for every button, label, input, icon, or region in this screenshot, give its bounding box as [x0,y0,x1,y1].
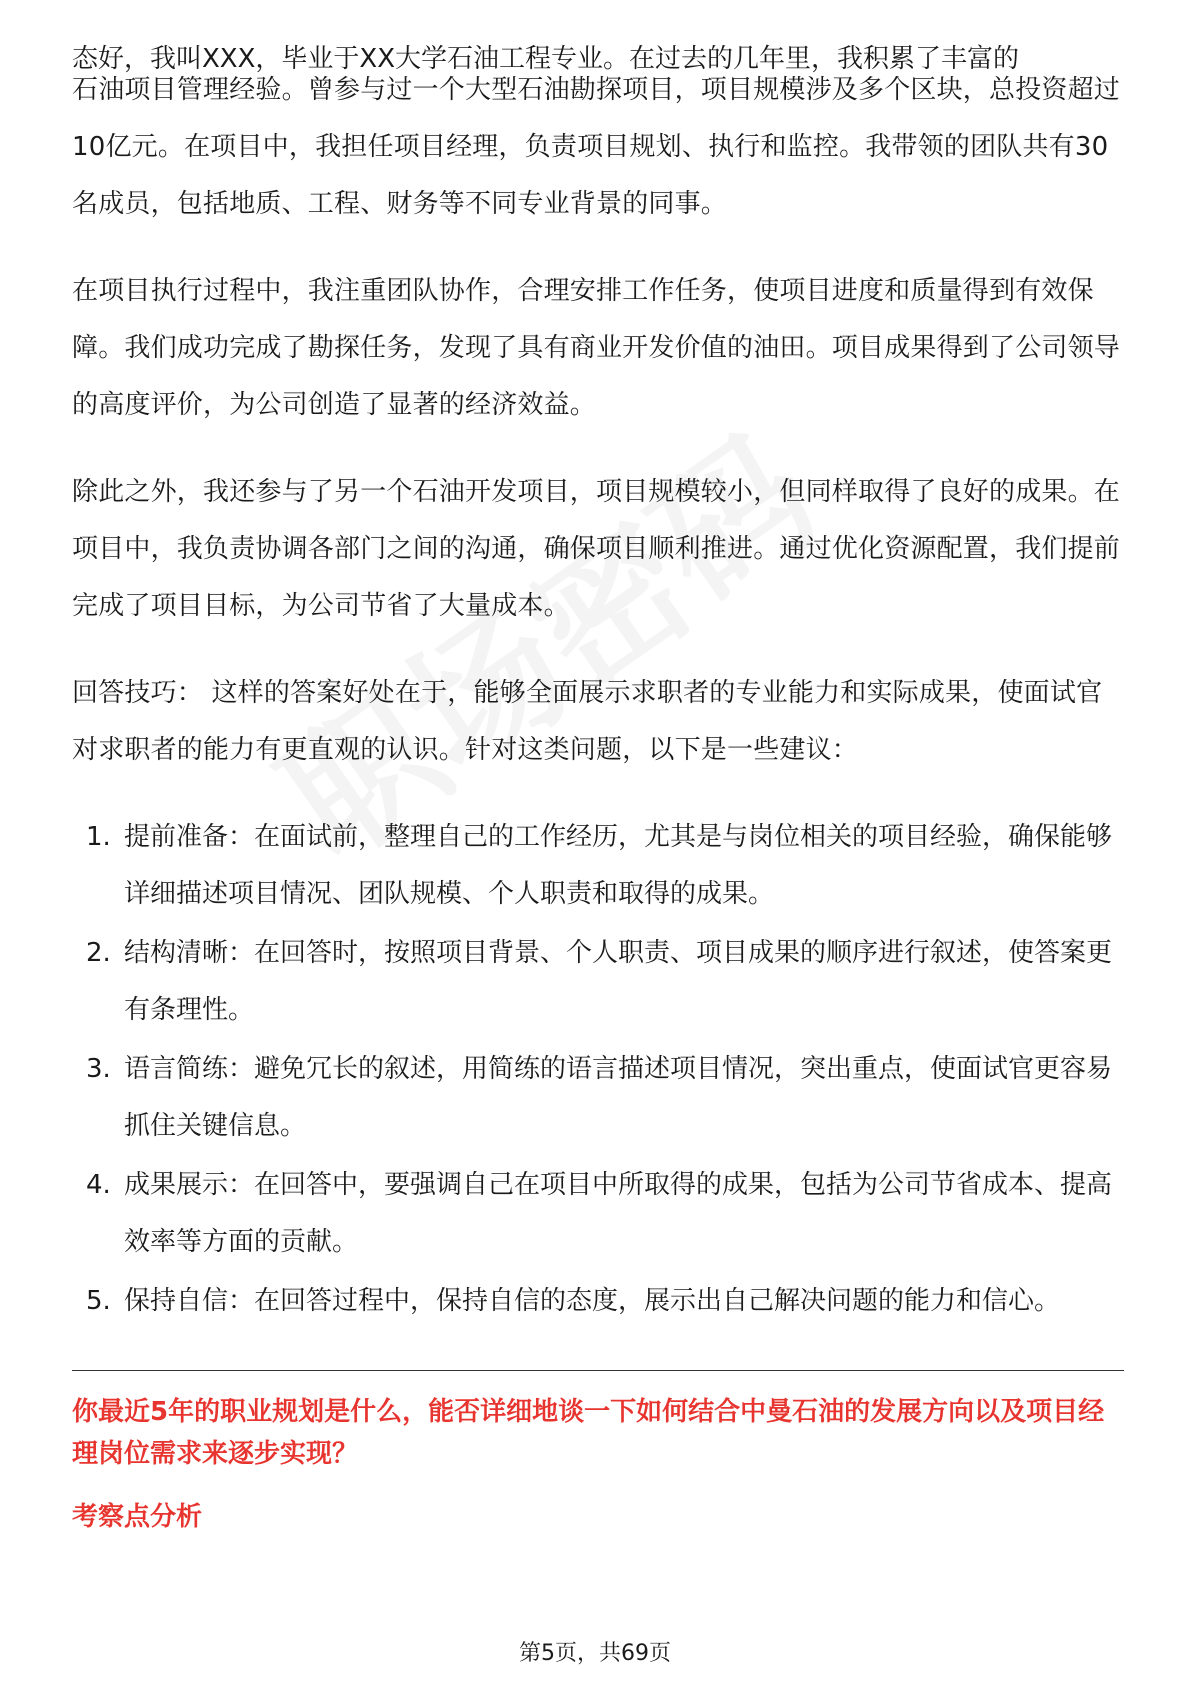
page-content [72,28,1124,1537]
tips-list [72,809,1124,1330]
list-item [72,1157,1124,1271]
paragraph-1: 石油项目管理经验。曾参与过一个大型石油勘探项目，项目规模涉及多个区块，总投资超过10亿元。在项目中，我担任项目经理，负责项目规划、执行和监控。我带领的团队共有30名成员，包括地质、工程、财务等不同专业背景的同事。 [72,75,1121,219]
answer-tips-intro: 回答技巧： 这样的答案好处在于，能够全面展示求职者的专业能力和实际成果，使面试官对求职者的能力有更直观的认识。针对这类问题，以下是一些建议： [72,678,1103,765]
page-footer: 第5页，共69页 [519,1641,671,1666]
list-text: 保持自信：在回答过程中，保持自信的态度，展示出自己解决问题的能力和信心。 [124,1286,1061,1316]
list-number: 3. [86,1054,111,1084]
list-item [72,1273,1124,1330]
list-number: 5. [86,1286,111,1316]
next-question-heading: 你最近5年的职业规划是什么，能否详细地谈一下如何结合中曼石油的发展方向以及项目经理岗位需求来逐步实现？ [72,1397,1105,1469]
list-item [72,809,1124,923]
paragraph-2: 在项目执行过程中，我注重团队协作，合理安排工作任务，使项目进度和质量得到有效保障。我们成功完成了勘探任务，发现了具有商业开发价值的油田。项目成果得到了公司领导的高度评价，为公司创造了显著的经济效益。 [72,276,1121,420]
list-number: 2. [86,938,111,968]
list-text: 语言简练：避免冗长的叙述，用简练的语言描述项目情况，突出重点，使面试官更容易抓住关键信息。 [124,1054,1113,1141]
list-text: 提前准备：在面试前，整理自己的工作经历，尤其是与岗位相关的项目经验，确保能够详细描述项目情况、团队规模、个人职责和取得的成果。 [124,822,1113,909]
list-item [72,925,1124,1039]
list-item [72,1041,1124,1155]
section-divider [72,1370,1124,1371]
paragraph-3: 除此之外，我还参与了另一个石油开发项目，项目规模较小，但同样取得了良好的成果。在项目中，我负责协调各部门之间的沟通，确保项目顺利推进。通过优化资源配置，我们提前完成了项目目标，为公司节省了大量成本。 [72,477,1121,621]
list-text: 成果展示：在回答中，要强调自己在项目中所取得的成果，包括为公司节省成本、提高效率等方面的贡献。 [124,1170,1113,1257]
list-number: 4. [86,1170,111,1200]
list-text: 结构清晰：在回答时，按照项目背景、个人职责、项目成果的顺序进行叙述，使答案更有条理性。 [124,938,1113,1025]
cut-off-line [72,28,1124,74]
analysis-section-label: 考察点分析 [72,1502,203,1532]
list-number: 1. [86,822,111,852]
cut-off-text: 态好，我叫XXX，毕业于XX大学石油工程专业。在过去的几年里，我积累了丰富的 [72,44,1020,74]
